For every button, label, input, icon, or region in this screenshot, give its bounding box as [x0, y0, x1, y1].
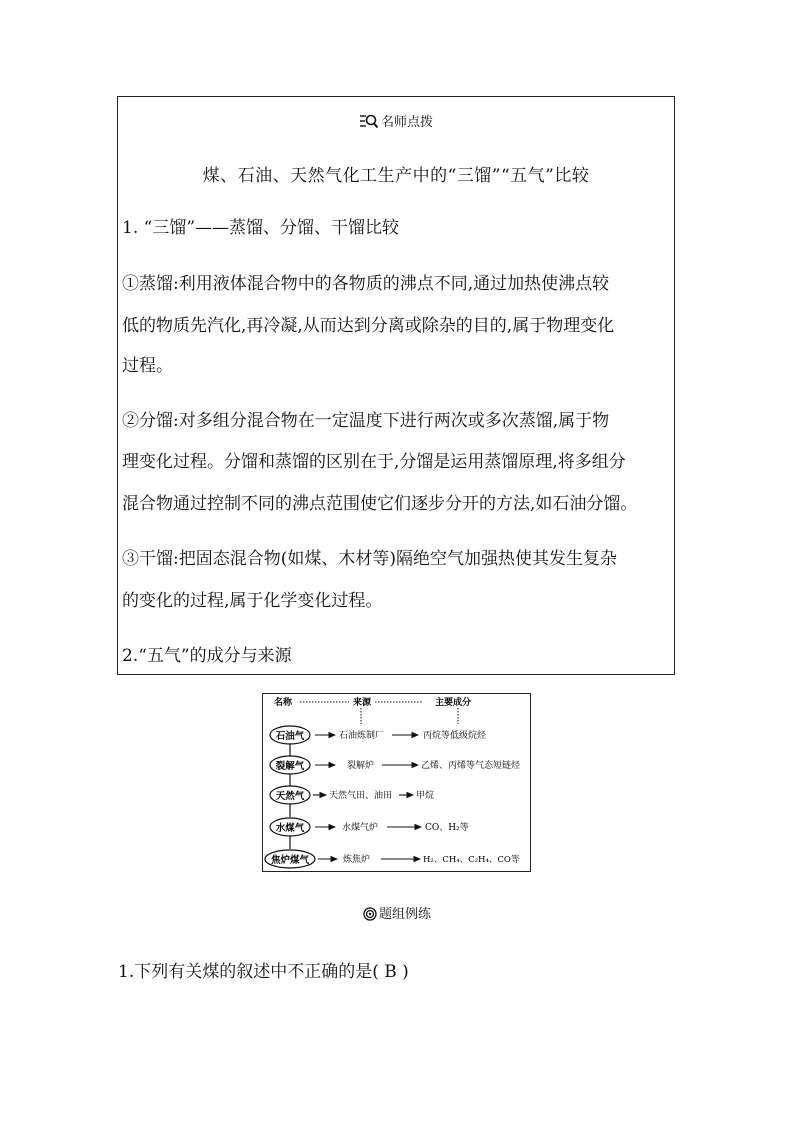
- tips-line-2: ①蒸馏:利用液体混合物中的各物质的沸点不同,通过加热使沸点较: [122, 274, 610, 294]
- target-icon: [363, 907, 377, 925]
- gas-name-1: 石油气: [275, 731, 305, 742]
- tips-line-8: ③干馏:把固态混合物(如煤、木材等)隔绝空气加强热使其发生复杂: [122, 549, 617, 569]
- gas-source-4: 水煤气炉: [342, 823, 379, 833]
- diagram-header-component: 主要成分: [435, 698, 472, 708]
- question-1: 1.下列有关煤的叙述中不正确的是( B ): [118, 962, 409, 982]
- tips-line-1: 1. “三馏”——蒸馏、分馏、干馏比较: [122, 218, 400, 238]
- gas-name-2: 裂解气: [275, 761, 305, 772]
- gas-source-2: 裂解炉: [347, 761, 375, 771]
- magnifier-icon: [359, 113, 379, 134]
- tips-box: [117, 96, 675, 675]
- gas-component-1: 丙烷等低级烷烃: [423, 731, 487, 741]
- tips-line-3: 低的物质先汽化,再冷凝,从而达到分离或除杂的目的,属于物理变化: [122, 316, 615, 336]
- diagram-header-name: 名称: [274, 698, 293, 708]
- gas-name-5: 焦炉煤气: [270, 855, 310, 866]
- gas-source-3: 天然气田、油田: [329, 791, 393, 801]
- gas-component-2: 乙烯、丙烯等气态短链烃: [421, 761, 521, 771]
- diagram-header-source: 来源: [353, 698, 372, 708]
- tips-line-10: 2.“五气”的成分与来源: [122, 646, 292, 666]
- gas-source-1: 石油炼制厂: [339, 731, 385, 741]
- tips-line-5: ②分馏:对多组分混合物在一定温度下进行两次或多次蒸馏,属于物: [122, 411, 610, 431]
- tips-line-6: 理变化过程。分馏和蒸馏的区别在于,分馏是运用蒸馏原理,将多组分: [122, 452, 626, 472]
- tips-line-4: 过程。: [122, 356, 173, 376]
- gas-source-5: 炼焦炉: [343, 855, 371, 865]
- gas-component-4: CO、H₂等: [425, 823, 469, 833]
- tips-line-9: 的变化的过程,属于化学变化过程。: [122, 591, 383, 611]
- practice-header: [0, 903, 794, 925]
- five-gases-diagram: [262, 693, 531, 872]
- tips-title: 煤、石油、天然气化工生产中的“三馏”“五气”比较: [202, 166, 590, 186]
- tips-header-label: 名师点拨: [380, 115, 433, 130]
- tips-line-7: 混合物通过控制不同的沸点范围使它们逐步分开的方法,如石油分馏。: [122, 494, 638, 514]
- gas-name-3: 天然气: [275, 791, 305, 802]
- gas-component-5: H₂、CH₄、C₂H₄、CO等: [423, 855, 520, 865]
- practice-header-label: 题组例练: [378, 907, 431, 922]
- tips-header: [118, 113, 674, 134]
- gas-name-4: 水煤气: [275, 823, 305, 834]
- gas-component-3: 甲烷: [416, 791, 435, 801]
